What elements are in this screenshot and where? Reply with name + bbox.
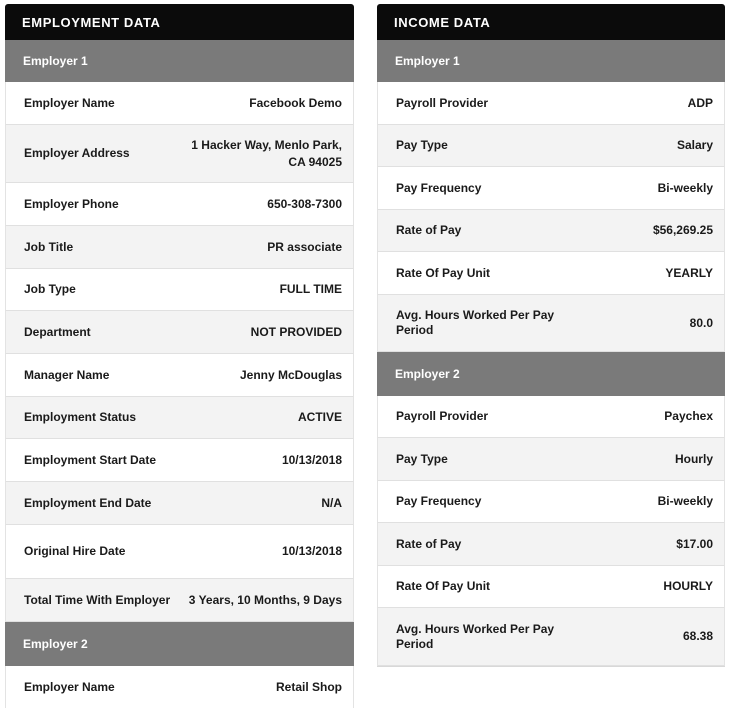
employment-row-employer-name xyxy=(5,82,354,125)
income-row-employer2-avg-hours xyxy=(377,608,725,666)
employment-employer-1-header: Employer 1 xyxy=(5,40,354,82)
employment-row-manager-name xyxy=(5,354,354,397)
row-value: 10/13/2018 xyxy=(281,544,342,558)
income-employer-1-header: Employer 1 xyxy=(377,40,725,82)
employment-employer-2-header: Employer 2 xyxy=(5,622,354,666)
income-row-employer2-payroll-provider xyxy=(377,396,725,438)
income-row-employer2-rate-of-pay-unit xyxy=(377,566,725,608)
row-label: Payroll Provider xyxy=(396,95,489,110)
income-data-title: INCOME DATA xyxy=(377,4,725,40)
row-value: 10/13/2018 xyxy=(281,452,342,467)
income-row-employer2-pay-type xyxy=(377,438,725,481)
row-label: Job Type xyxy=(24,282,76,296)
row-value: 3 Years, 10 Months, 9 Days xyxy=(188,592,342,607)
income-row-pay-frequency xyxy=(377,167,725,210)
income-row-payroll-provider xyxy=(377,82,725,125)
row-label: Pay Type xyxy=(396,451,448,466)
employment-row-job-type xyxy=(5,269,354,311)
row-label: Payroll Provider xyxy=(396,409,489,423)
income-row-employer2-pay-frequency xyxy=(377,481,725,523)
employment-data-panel xyxy=(5,4,354,708)
row-value: 80.0 xyxy=(689,315,713,330)
row-label: Avg. Hours Worked Per Pay Period xyxy=(396,308,555,337)
row-value: 1 Hacker Way, Menlo Park, CA 94025 xyxy=(191,137,342,169)
income-row-rate-of-pay-unit xyxy=(377,252,725,295)
row-value: Jenny McDouglas xyxy=(239,367,342,382)
row-label: Rate of Pay xyxy=(396,536,462,551)
employment-row-employer-address xyxy=(5,125,354,183)
row-label: Employer Name xyxy=(24,95,115,110)
employment-row-job-title xyxy=(5,226,354,269)
row-label: Rate Of Pay Unit xyxy=(396,265,491,280)
row-label: Department xyxy=(24,324,91,339)
row-value: Hourly xyxy=(674,451,713,466)
employment-row-employment-status xyxy=(5,397,354,439)
row-value: Bi-weekly xyxy=(657,180,713,195)
income-row-rate-of-pay xyxy=(377,210,725,252)
row-value: Paychex xyxy=(664,409,713,423)
row-value: Retail Shop xyxy=(275,679,342,694)
row-value: FULL TIME xyxy=(279,282,342,296)
income-row-employer2-rate-of-pay xyxy=(377,523,725,566)
row-label: Manager Name xyxy=(24,367,110,382)
employment-row-department xyxy=(5,311,354,354)
income-row-avg-hours xyxy=(377,295,725,352)
employment-row-original-hire-date xyxy=(5,525,354,579)
row-value: Salary xyxy=(676,138,713,152)
employment-row-employer2-name xyxy=(5,666,354,708)
row-label: Pay Frequency xyxy=(396,494,482,508)
employment-row-total-time xyxy=(5,579,354,622)
row-label: Rate Of Pay Unit xyxy=(396,579,491,593)
employment-row-end-date xyxy=(5,482,354,525)
row-value: NOT PROVIDED xyxy=(250,324,342,339)
row-value: 68.38 xyxy=(682,629,713,643)
row-label: Pay Frequency xyxy=(396,180,482,195)
row-value: HOURLY xyxy=(663,579,713,593)
row-label: Original Hire Date xyxy=(24,544,126,558)
row-value: YEARLY xyxy=(665,265,713,280)
employment-data-title: EMPLOYMENT DATA xyxy=(5,4,354,40)
row-value: ACTIVE xyxy=(297,410,342,424)
row-value: Facebook Demo xyxy=(249,95,342,110)
row-value: $17.00 xyxy=(676,536,713,551)
row-label: Employment Status xyxy=(24,410,137,424)
row-label: Employer Address xyxy=(24,146,130,160)
row-value: Bi-weekly xyxy=(657,494,713,508)
row-label: Employer Phone xyxy=(24,196,119,211)
income-row-pay-type xyxy=(377,125,725,167)
row-label: Employment Start Date xyxy=(24,452,157,467)
income-data-panel xyxy=(377,4,725,667)
row-label: Total Time With Employer xyxy=(24,592,171,607)
row-value: $56,269.25 xyxy=(652,223,713,237)
row-label: Employment End Date xyxy=(24,495,152,510)
row-label: Avg. Hours Worked Per Pay Period xyxy=(396,621,555,651)
employment-row-start-date xyxy=(5,439,354,482)
employment-row-employer-phone xyxy=(5,183,354,226)
row-value: ADP xyxy=(687,95,713,110)
row-value: 650-308-7300 xyxy=(267,196,342,211)
row-label: Job Title xyxy=(24,239,74,254)
row-value: PR associate xyxy=(267,239,342,254)
row-value: N/A xyxy=(321,495,342,510)
income-employer-2-header: Employer 2 xyxy=(377,352,725,396)
row-label: Rate of Pay xyxy=(396,223,462,237)
row-label: Employer Name xyxy=(24,679,115,694)
row-label: Pay Type xyxy=(396,138,448,152)
